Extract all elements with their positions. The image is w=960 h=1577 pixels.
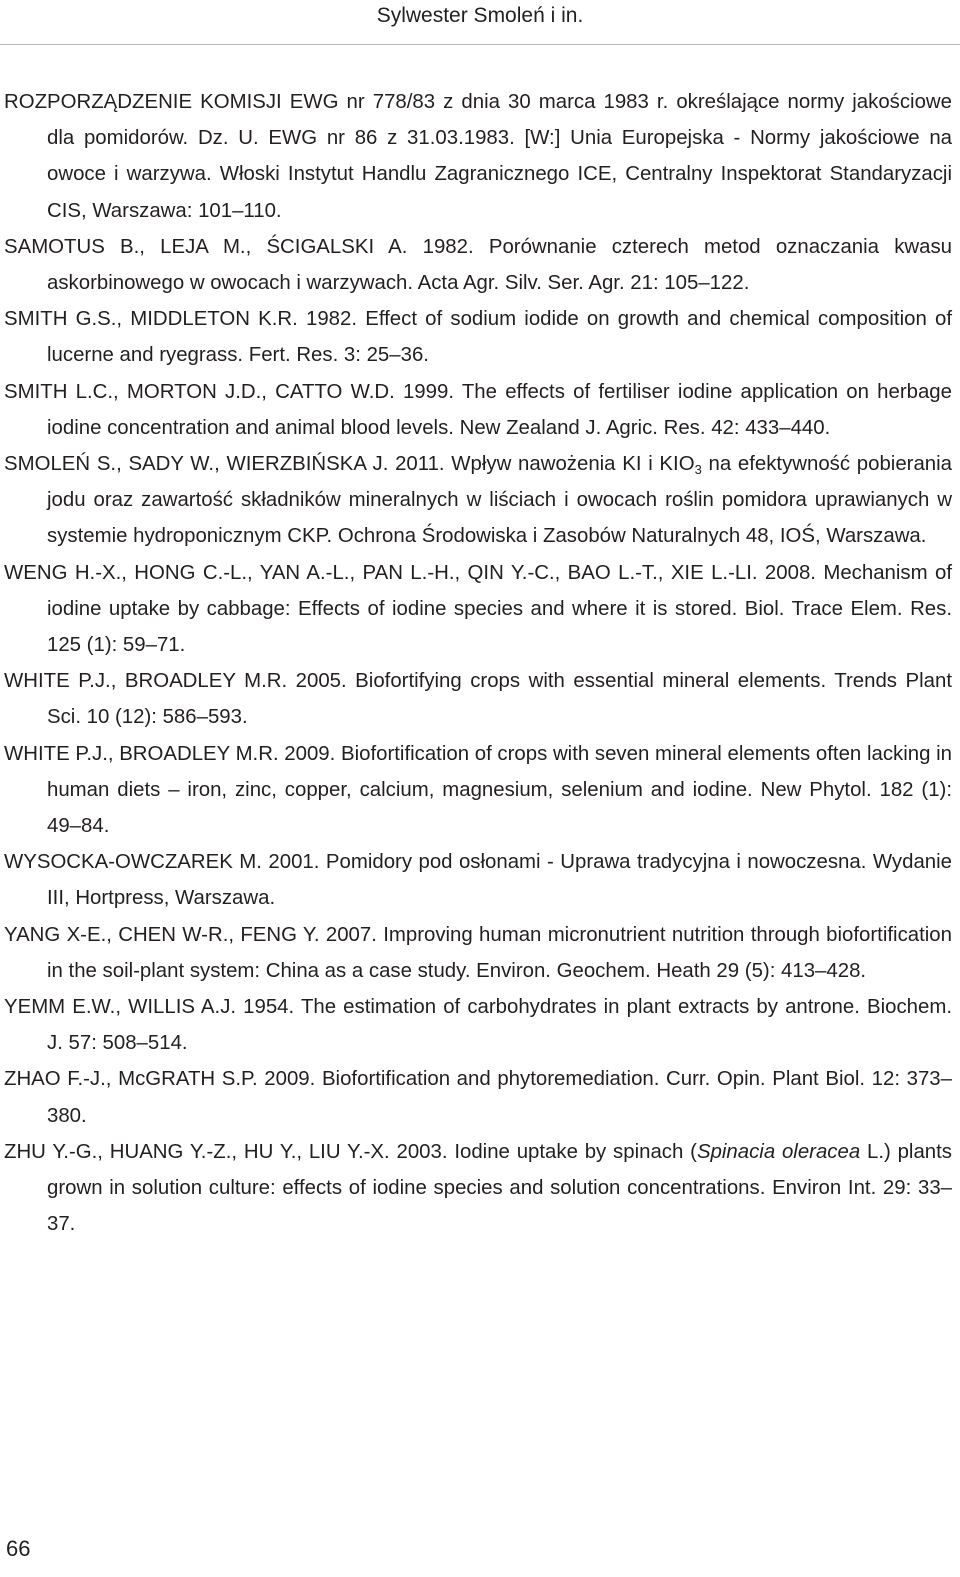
reference-authors: SMITH L.C., MORTON J.D., CATTO W.D. 1999. <box>4 380 454 403</box>
header-rule <box>0 44 960 45</box>
reference-item <box>4 84 952 229</box>
reference-body: Biofortification of crops with seven mineral elements often lacking in human diets – iron, zinc, copper, calcium, magnesium, selenium and iodine. New Phytol. 182 (1): 49–84. <box>47 742 952 838</box>
reference-item <box>4 736 952 845</box>
reference-authors: ZHAO F.-J., McGRATH S.P. 2009. <box>4 1068 316 1091</box>
reference-body: Pomidory pod osłonami - Uprawa tradycyjna i nowoczesna. Wydanie III, Hortpress, Warszawa. <box>47 851 952 910</box>
species-name: Spinacia oleracea <box>696 1140 861 1163</box>
reference-body: Iodine uptake by spinach ( <box>447 1140 697 1163</box>
reference-authors: WYSOCKA-OWCZAREK M. 2001. <box>4 851 320 874</box>
reference-authors: WHITE P.J., BROADLEY M.R. 2009. <box>4 742 336 765</box>
reference-item <box>4 663 952 735</box>
reference-item <box>4 301 952 373</box>
reference-authors: SAMOTUS B., LEJA M., ŚCIGALSKI A. 1982. <box>4 235 474 258</box>
reference-authors: SMITH G.S., MIDDLETON K.R. 1982. <box>4 308 358 331</box>
reference-authors: WHITE P.J., BROADLEY M.R. 2005. <box>4 670 347 693</box>
reference-body: Improving human micronutrient nutrition through biofortification in the soil-plant system: China as a case study. Environ. Geochem. Heath 29 (5): 413–428. <box>47 923 952 982</box>
reference-authors: SMOLEŃ S., SADY W., WIERZBIŃSKA J. 2011. <box>4 453 445 476</box>
reference-body: Porównanie czterech metod oznaczania kwasu askorbinowego w owocach i warzywach. Acta Agr. Silv. Ser. Agr. 21: 105–122. <box>47 235 952 295</box>
reference-body: na efektywność pobierania jodu oraz zawartość składników mineralnych w liściach i owocach roślin pomidora uprawianych w systemie hydroponicznym CKP. Ochrona Środowiska i Zasobów Naturalnych 48, IOŚ, Warszawa. <box>47 453 953 548</box>
reference-authors: WENG H.-X., HONG C.-L., YAN A.-L., PAN L.-H., QIN Y.-C., BAO L.-T., XIE L.-LI. 2008. <box>4 561 816 584</box>
reference-list <box>4 84 952 1243</box>
reference-item <box>4 374 952 446</box>
reference-item <box>4 1134 952 1243</box>
reference-item <box>4 555 952 664</box>
reference-item <box>4 844 952 916</box>
reference-authors: YANG X-E., CHEN W-R., FENG Y. 2007. <box>4 923 377 946</box>
reference-body: The effects of fertiliser iodine application on herbage iodine concentration and animal blood levels. New Zealand J. Agric. Res. 42: 433–440. <box>47 380 952 439</box>
reference-item <box>4 917 952 989</box>
reference-authors: ROZPORZĄDZENIE KOMISJI EWG nr 778/83 z dnia 30 marca 1983 r. <box>4 91 669 113</box>
reference-authors: YEMM E.W., WILLIS A.J. 1954. <box>4 996 295 1019</box>
reference-body: Mechanism of iodine uptake by cabbage: Effects of iodine species and where it is stored. Biol. Trace Elem. Res. 125 (1): 59–71. <box>47 561 952 657</box>
reference-body: Biofortifying crops with essential mineral elements. Trends Plant Sci. 10 (12): 586–593. <box>47 670 952 729</box>
reference-item <box>4 446 952 555</box>
reference-authors: ZHU Y.-G., HUANG Y.-Z., HU Y., LIU Y.-X. 2003. <box>4 1140 448 1163</box>
reference-item <box>4 1061 952 1133</box>
subscript: 3 <box>694 462 702 478</box>
running-head: Sylwester Smoleń i in. <box>376 4 584 27</box>
reference-body: L.) plants grown in solution culture: effects of iodine species and solution concentrations. Environ Int. 29: 33–37. <box>47 1140 953 1236</box>
page-number: 66 <box>6 1536 31 1561</box>
reference-item <box>4 989 952 1061</box>
reference-body: Wpływ nawożenia KI i KIO <box>444 453 695 476</box>
reference-body: Effect of sodium iodide on growth and chemical composition of lucerne and ryegrass. Fert. Res. 3: 25–36. <box>47 308 953 367</box>
reference-body: The estimation of carbohydrates in plant extracts by antrone. Biochem. J. 57: 508–514. <box>47 996 953 1055</box>
reference-body: Biofortification and phytoremediation. Curr. Opin. Plant Biol. 12: 373–380. <box>47 1068 952 1127</box>
reference-body: określające normy jakościowe dla pomidorów. Dz. U. EWG nr 86 z 31.03.1983. [W:] Unia Europejska - Normy jakościowe na owoce i warzywa. Włoski Instytut Handlu Zagranicznego ICE, Centralny Inspektorat Standaryzacji CIS, Warszawa: 101–110. <box>47 91 952 222</box>
reference-item <box>4 229 952 301</box>
